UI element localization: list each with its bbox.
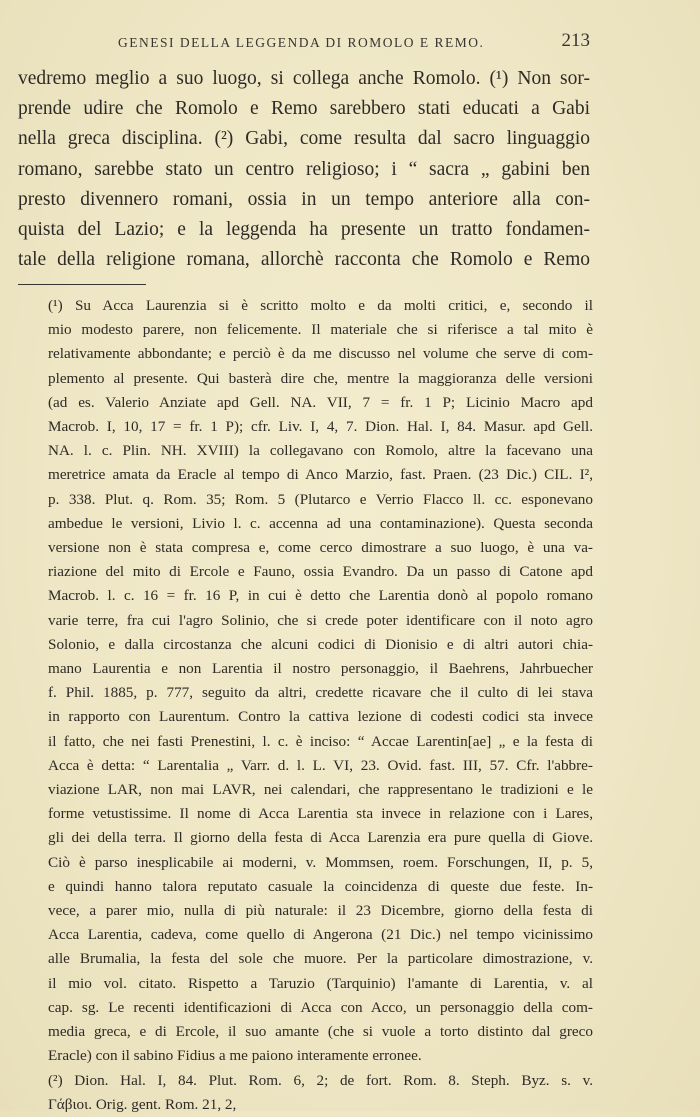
body-line: romano, sarebbe stato un centro religioso; i “ sacra „ gabini ben: [18, 158, 590, 180]
footnote-line: forme vetustissime. Il nome di Acca Larentia sta invece in relazione con i Lares,: [48, 805, 593, 823]
footnote-line: e quindi hanno talora reputato casuale la coincidenza di queste due feste. In-: [48, 877, 593, 895]
footnote-line: gli dei della terra. Il giorno della festa di Acca Larenzia era pure quella di Giove.: [48, 829, 593, 847]
body-line: tale della religione romana, allorchè racconta che Romolo e Remo: [18, 249, 590, 271]
footnote-line: NA. l. c. Plin. NH. XVIII) la collegavano con Romolo, altre la facevano una: [48, 442, 593, 460]
footnote-line: (²) Dion. Hal. I, 84. Plut. Rom. 6, 2; de fort. Rom. 8. Steph. Byz. s. v.: [48, 1071, 593, 1089]
footnote-line: Eracle) con il sabino Fidius a me paiono interamente erronee.: [48, 1047, 422, 1065]
footnote-line: p. 338. Plut. q. Rom. 35; Rom. 5 (Plutarco e Verrio Flacco ll. cc. esponevano: [48, 490, 593, 508]
body-line: quista del Lazio; e la leggenda ha presente un tratto fondamen-: [18, 219, 590, 241]
footnote-line: media greca, e di Ercole, il suo amante (che si vuole a torto distinto dal greco: [48, 1023, 593, 1041]
footnote-line: il fatto, che nei fasti Prenestini, l. c. è inciso: “ Accae Larentin[ae] „ e la festa di: [48, 732, 593, 750]
page-number: 213: [561, 30, 590, 51]
body-line: presto divennero romani, ossia in un tempo anteriore alla con-: [18, 188, 590, 210]
footnote-line: f. Phil. 1885, p. 777, seguito da altri, credette ricavare che il culto di lei stava: [48, 684, 593, 702]
footnote-line: viazione LAR, non mai LAVR, nei calendari, che rappresentano le tradizioni e le: [48, 781, 593, 799]
footnote-line: meretrice amata da Eracle al tempo di Anco Marzio, fast. Praen. (23 Dic.) CIL. I²,: [48, 466, 593, 484]
footnote-line: (ad es. Valerio Anziate apd Gell. NA. VII, 7 = fr. 1 P; Licinio Macro apd: [48, 393, 593, 411]
footnote-line: in rapporto con Laurentum. Contro la cattiva lezione di codesti codici sta invece: [48, 708, 593, 726]
footnote-line: Macrob. I, 10, 17 = fr. 1 P); cfr. Liv. I, 4, 7. Dion. Hal. I, 84. Masur. apd Gell.: [48, 418, 593, 436]
footnote-line: Acca Larentia, cadeva, come quello di Angerona (21 Dic.) nel tempo vicinissimo: [48, 926, 593, 944]
footnote-line: Solonio, e dalla circostanza che alcuni codici di Dionisio e di altri autori chia-: [48, 635, 593, 653]
body-line: vedremo meglio a suo luogo, si collega anche Romolo. (¹) Non sor-: [18, 68, 590, 89]
footnote-line: alle Brumalia, la festa del sole che muore. Per la particolare dimostrazione, v.: [48, 950, 593, 968]
footnote-line: Γάβιοι. Orig. gent. Rom. 21, 2,: [48, 1095, 237, 1113]
footnote-line: plemento al presente. Qui basterà dire che, mentre la maggioranza delle versioni: [48, 369, 593, 387]
footnote-line: varie terre, fra cui l'agro Solinio, che si crede poter identificare con il noto agro: [48, 611, 593, 629]
footnote-line: relativamente abbondante; e perciò è da me discusso nel volume che serve di com-: [48, 345, 593, 363]
body-line: prende udire che Romolo e Remo sarebbero stati educati a Gabi: [18, 98, 590, 120]
footnote-line: Acca è detta: “ Larentalia „ Varr. d. l. L. VI, 23. Ovid. fast. III, 57. Cfr. l'abbre-: [48, 756, 593, 774]
main-text: [18, 64, 590, 275]
footnote-line: cap. sg. Le recenti identificazioni di Acca con Acco, un personaggio della com-: [48, 998, 593, 1016]
footnotes: [18, 294, 593, 1117]
footnote-line: ambedue le versioni, Livio l. c. accenna ad una contaminazione). Questa seconda: [48, 514, 593, 532]
body-line: nella greca disciplina. (²) Gabi, come resulta dal sacro linguaggio: [18, 128, 590, 150]
footnote-line: Macrob. l. c. 16 = fr. 16 P, in cui è detto che Larentia donò al popolo romano: [48, 587, 593, 605]
running-title: GENESI DELLA LEGGENDA DI ROMOLO E REMO.: [118, 35, 485, 50]
footnote-line: mano Laurentia e non Larentia il nostro personaggio, il Baehrens, Jahrbuecher: [48, 660, 593, 678]
footnote-line: riazione del mito di Ercole e Fauno, ossia Evandro. Da un passo di Catone apd: [48, 563, 593, 581]
footnote-line: Ciò è parso inesplicabile ai moderni, v. Mommsen, roem. Forschungen, II, p. 5,: [48, 853, 593, 871]
footnote-line: versione non è stata compresa e, come cerco dimostrare a suo luogo, è una va-: [48, 539, 593, 557]
footnote-line: mio modesto parere, non felicemente. Il materiale che si riferisce a tal mito è: [48, 321, 593, 339]
footnote-1: [18, 294, 593, 1069]
footnote-rule: [18, 284, 146, 285]
footnote-2: [18, 1069, 593, 1117]
footnote-line: il mio vol. citato. Rispetto a Taruzio (Tarquinio) l'amante di Larentia, v. al: [48, 974, 593, 992]
running-head: [0, 30, 700, 58]
footnote-line: (¹) Su Acca Laurenzia si è scritto molto e da molti critici, e, secondo il: [48, 297, 593, 314]
footnote-line: vece, a parer mio, nulla di più naturale: il 23 Dicembre, giorno della festa di: [48, 902, 593, 920]
